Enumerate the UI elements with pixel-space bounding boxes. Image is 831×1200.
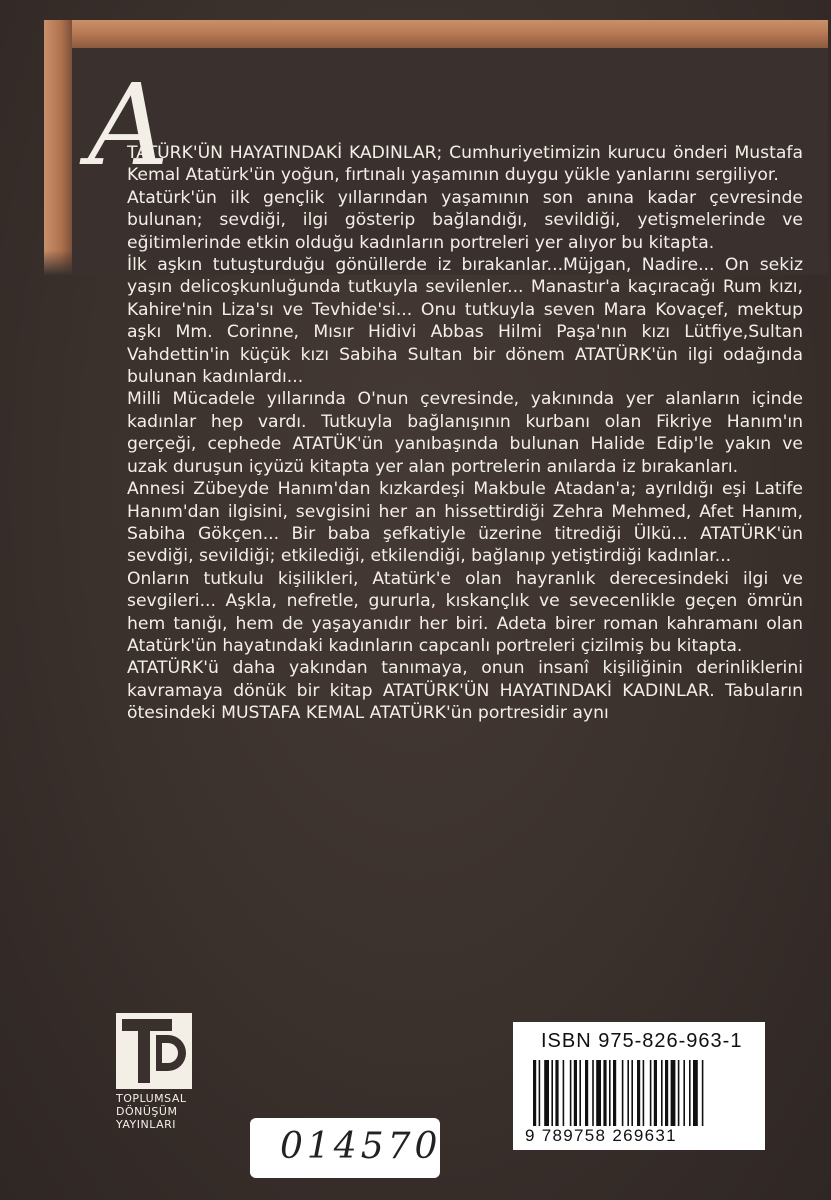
- barcode-bar: [637, 1060, 640, 1126]
- barcode-bar: [627, 1060, 629, 1126]
- barcode-bar: [603, 1060, 606, 1126]
- barcode-bar: [555, 1060, 558, 1126]
- barcode-bar: [622, 1060, 624, 1126]
- barcode-bar: [596, 1060, 601, 1126]
- barcode-bar: [570, 1060, 572, 1126]
- blurb-text: [127, 142, 803, 725]
- publisher-logo-icon: [116, 1013, 192, 1089]
- paragraph-1: TATÜRK'ÜN HAYATINDAKİ KADINLAR; Cumhuriyetimizin kurucu önderi Mustafa Kemal Atatürk'ün yoğun, fırtınalı yaşamının duygu yükle yanlarını sergiliyor.: [127, 143, 803, 186]
- drop-cap-letter: A: [88, 61, 169, 191]
- handwritten-number: 014570: [280, 1126, 442, 1167]
- barcode-bar: [574, 1060, 577, 1126]
- barcode-bar: [693, 1060, 698, 1126]
- paragraph-6: Onların tutkulu kişilikleri, Atatürk'e olan hayranlık derecesindeki ilgi ve sevgileri... Aşkla, nefretle, gururla, kıskançlık ve sevecenlikle geçen ömrün hem tanığı, hem de yaşayanıdır her biri. Adeta birer roman kahramanı olan Atatürk'ün hayatındaki kadınların capcanlı portreleri çizilmiş bu kitapta.: [127, 568, 803, 656]
- publisher-name-line1: TOPLUMSAL: [116, 1092, 187, 1105]
- barcode-bar: [631, 1060, 633, 1126]
- frame-fade: [44, 250, 72, 275]
- paragraph-3: İlk aşkın tutuşturduğu gönüllerde iz bırakanlar...Müjgan, Nadire... On sekiz yaşın delicoşkunluğunda tutkuyla sevilenler... Manastır'a kaçıracağı Rum kızı, Kahire'nin Liza'sı ve Tevhide'si... Onu tutkuyla seven Mara Kovaçef, mektup aşkı Mm. Corinne, Mısır Hidivi Abbas Hilmi Paşa'nın kızı Lütfiye,Sultan Vahdettin'in küçük kızı Sabiha Sultan bir dönem ATATÜRK'ün ilgi odağında bulunan kadınlardı...: [127, 255, 803, 388]
- paragraph-7: ATATÜRK'ü daha yakından tanımaya, onun insanî kişiliğinin derinliklerini kavramaya dönük bir kitap ATATÜRK'ÜN HAYATINDAKİ KADINLAR. Tabuların ötesindeki MUSTAFA KEMAL ATATÜRK'ün portresidir aynı: [127, 658, 803, 724]
- barcode-number: 9 789758 269631: [525, 1126, 677, 1145]
- barcode-bar: [609, 1060, 611, 1126]
- isbn-label-box: [513, 1022, 765, 1150]
- barcode-bar: [702, 1060, 704, 1126]
- isbn-number: ISBN 975-826-963-1: [541, 1030, 743, 1052]
- barcode-bar: [683, 1060, 685, 1126]
- publisher-logo-mark: [116, 1013, 192, 1089]
- barcode-icon: [531, 1060, 751, 1130]
- barcode-bar: [585, 1060, 588, 1126]
- barcode-bar: [650, 1060, 652, 1126]
- barcode-bar: [544, 1060, 549, 1126]
- library-sticker: [250, 1118, 440, 1178]
- barcode-bar: [643, 1060, 645, 1126]
- publisher-name: [116, 1092, 196, 1131]
- barcode-bar: [654, 1060, 657, 1126]
- decorative-frame-left: [44, 20, 72, 275]
- publisher-name-line2: DÖNÜŞÜM: [116, 1105, 178, 1118]
- barcode-bar: [551, 1060, 553, 1126]
- barcode-bar: [592, 1060, 594, 1126]
- paragraph-4: Milli Mücadele yıllarında O'nun çevresinde, yakınında yer alanların içinde kadınlar hep vardı. Tutkuyla bağlanışının kurbanı olan Fikriye Hanım'ın gerçeği, cephede ATATÜK'ün yanıbaşında bulunan Halide Edip'le yakın ve uzak duruşun içyüzü kitapta yer alan portrelerin anılarda iz bırakanları.: [127, 389, 803, 477]
- barcode-bar: [678, 1060, 680, 1126]
- publisher-name-line3: YAYINLARI: [116, 1118, 177, 1131]
- paragraph-5: Annesi Zübeyde Hanım'dan kızkardeşi Makbule Atadan'a; ayrıldığı eşi Latife Hanım'dan ilgisini, sevgisini her an hissettirdiği Zehra Mehmed, Afet Hanım, Sabiha Gökçen... Bir baba şefkatiyle üzerine titrediği Ülkü... ATATÜRK'ün sevdiği, sevildiği; etkilediği, etkilendiği, bağlanıp yetiştirdiği kadınlar...: [127, 479, 803, 567]
- barcode-bar: [689, 1060, 691, 1126]
- barcode-bar: [661, 1060, 663, 1126]
- barcode-bar: [671, 1060, 676, 1126]
- barcode-bar: [613, 1060, 616, 1126]
- barcode-bar: [533, 1060, 536, 1126]
- barcode-bar: [579, 1060, 581, 1126]
- barcode-bar: [539, 1060, 541, 1126]
- barcode-bar: [665, 1060, 668, 1126]
- paragraph-2: Atatürk'ün ilk gençlik yıllarından yaşamının son anına kadar çevresinde bulunan; sevdiği, ilgi gösterip bağlandığı, sevildiği, yetişmelerinde ve eğitimlerinde etkin olduğu kadınların portreleri yer alıyor bu kitapta.: [127, 187, 803, 253]
- barcode-bar: [563, 1060, 565, 1126]
- decorative-frame-top: [44, 20, 828, 48]
